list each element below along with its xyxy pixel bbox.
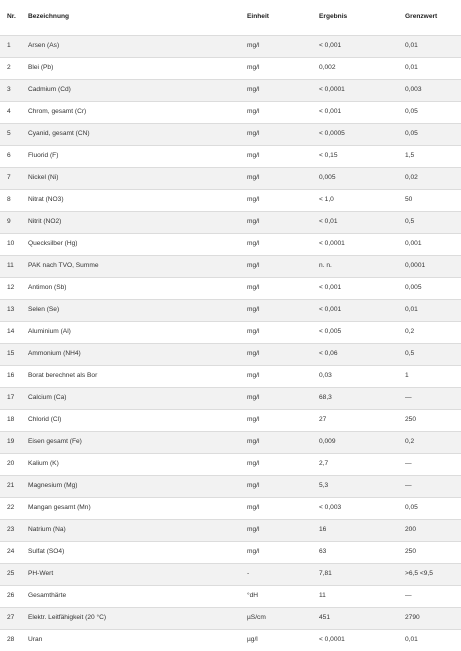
cell-ergebnis: 7,81 bbox=[319, 569, 332, 577]
cell-ergebnis: 0,03 bbox=[319, 371, 332, 379]
cell-grenzwert: 0,003 bbox=[405, 85, 422, 93]
cell-grenzwert: 0,05 bbox=[405, 503, 418, 511]
cell-einheit: mg/l bbox=[247, 415, 260, 423]
table-row bbox=[0, 167, 461, 189]
table-row bbox=[0, 519, 461, 541]
cell-nr: 20 bbox=[7, 459, 15, 467]
cell-grenzwert: 200 bbox=[405, 525, 417, 533]
cell-einheit: mg/l bbox=[247, 151, 260, 159]
cell-ergebnis: n. n. bbox=[319, 261, 332, 269]
table-row bbox=[0, 321, 461, 343]
cell-nr: 19 bbox=[7, 437, 15, 445]
cell-grenzwert: 0,01 bbox=[405, 635, 418, 643]
cell-grenzwert: 50 bbox=[405, 195, 413, 203]
cell-bezeichnung: Cadmium (Cd) bbox=[28, 85, 71, 93]
cell-bezeichnung: Uran bbox=[28, 635, 43, 643]
table-row bbox=[0, 123, 461, 145]
cell-einheit: mg/l bbox=[247, 283, 260, 291]
table-row bbox=[0, 277, 461, 299]
cell-ergebnis: < 0,0001 bbox=[319, 85, 345, 93]
cell-einheit: °dH bbox=[247, 591, 259, 599]
cell-grenzwert: 0,0001 bbox=[405, 261, 426, 269]
cell-einheit: mg/l bbox=[247, 107, 260, 115]
cell-ergebnis: < 1,0 bbox=[319, 195, 334, 203]
cell-einheit: mg/l bbox=[247, 547, 260, 555]
table-header bbox=[0, 0, 461, 35]
cell-nr: 25 bbox=[7, 569, 15, 577]
cell-nr: 2 bbox=[7, 63, 11, 71]
cell-grenzwert: — bbox=[405, 393, 412, 401]
cell-ergebnis: < 0,15 bbox=[319, 151, 338, 159]
table-row bbox=[0, 211, 461, 233]
cell-nr: 17 bbox=[7, 393, 15, 401]
cell-nr: 8 bbox=[7, 195, 11, 203]
cell-ergebnis: 0,009 bbox=[319, 437, 336, 445]
cell-nr: 21 bbox=[7, 481, 15, 489]
table-row bbox=[0, 343, 461, 365]
cell-grenzwert: 0,2 bbox=[405, 437, 415, 445]
table-row bbox=[0, 475, 461, 497]
cell-ergebnis: < 0,003 bbox=[319, 503, 342, 511]
cell-nr: 12 bbox=[7, 283, 15, 291]
cell-grenzwert: 0,5 bbox=[405, 217, 415, 225]
header-row bbox=[0, 0, 461, 35]
cell-grenzwert: 0,2 bbox=[405, 327, 415, 335]
cell-nr: 5 bbox=[7, 129, 11, 137]
cell-bezeichnung: Fluorid (F) bbox=[28, 151, 59, 159]
table-row bbox=[0, 629, 461, 651]
column-header-bezeichnung: Bezeichnung bbox=[28, 12, 70, 20]
table-row bbox=[0, 299, 461, 321]
table-row bbox=[0, 255, 461, 277]
cell-grenzwert: 0,005 bbox=[405, 283, 422, 291]
cell-bezeichnung: Eisen gesamt (Fe) bbox=[28, 437, 82, 445]
cell-nr: 13 bbox=[7, 305, 15, 313]
cell-einheit: mg/l bbox=[247, 481, 260, 489]
cell-nr: 16 bbox=[7, 371, 15, 379]
cell-bezeichnung: Chrom, gesamt (Cr) bbox=[28, 107, 87, 115]
cell-bezeichnung: Gesamthärte bbox=[28, 591, 67, 599]
cell-einheit: mg/l bbox=[247, 261, 260, 269]
cell-nr: 28 bbox=[7, 635, 15, 643]
cell-grenzwert: 0,05 bbox=[405, 107, 418, 115]
cell-nr: 26 bbox=[7, 591, 15, 599]
cell-einheit: µg/l bbox=[247, 635, 258, 643]
cell-ergebnis: 63 bbox=[319, 547, 327, 555]
cell-nr: 27 bbox=[7, 613, 15, 621]
cell-ergebnis: 451 bbox=[319, 613, 331, 621]
cell-grenzwert: — bbox=[405, 591, 412, 599]
cell-bezeichnung: Nitrat (NO3) bbox=[28, 195, 64, 203]
cell-grenzwert: 0,001 bbox=[405, 239, 422, 247]
cell-bezeichnung: Selen (Se) bbox=[28, 305, 60, 313]
cell-einheit: mg/l bbox=[247, 173, 260, 181]
cell-bezeichnung: Nickel (Ni) bbox=[28, 173, 59, 181]
table-body bbox=[0, 35, 461, 651]
cell-nr: 14 bbox=[7, 327, 15, 335]
table-row bbox=[0, 607, 461, 629]
cell-ergebnis: < 0,001 bbox=[319, 305, 342, 313]
cell-grenzwert: 250 bbox=[405, 415, 417, 423]
table-row bbox=[0, 585, 461, 607]
column-header-grenzwert: Grenzwert bbox=[405, 12, 438, 20]
cell-bezeichnung: Quecksilber (Hg) bbox=[28, 239, 78, 247]
cell-bezeichnung: Magnesium (Mg) bbox=[28, 481, 78, 489]
table-row bbox=[0, 563, 461, 585]
cell-ergebnis: 27 bbox=[319, 415, 327, 423]
cell-ergebnis: 0,005 bbox=[319, 173, 336, 181]
table-row bbox=[0, 233, 461, 255]
cell-bezeichnung: Ammonium (NH4) bbox=[28, 349, 81, 357]
cell-bezeichnung: PAK nach TVO, Summe bbox=[28, 261, 99, 269]
cell-einheit: mg/l bbox=[247, 41, 260, 49]
cell-einheit: mg/l bbox=[247, 371, 260, 379]
cell-ergebnis: 5,3 bbox=[319, 481, 329, 489]
cell-grenzwert: 1 bbox=[405, 371, 409, 379]
cell-bezeichnung: Elektr. Leitfähigkeit (20 °C) bbox=[28, 613, 107, 621]
cell-nr: 4 bbox=[7, 107, 11, 115]
cell-ergebnis: < 0,01 bbox=[319, 217, 338, 225]
cell-nr: 15 bbox=[7, 349, 15, 357]
cell-grenzwert: 0,01 bbox=[405, 305, 418, 313]
cell-ergebnis: < 0,0005 bbox=[319, 129, 345, 137]
cell-einheit: mg/l bbox=[247, 85, 260, 93]
cell-einheit: mg/l bbox=[247, 195, 260, 203]
cell-einheit: mg/l bbox=[247, 63, 260, 71]
cell-bezeichnung: Sulfat (SO4) bbox=[28, 547, 65, 555]
table-row bbox=[0, 35, 461, 57]
cell-grenzwert: 2790 bbox=[405, 613, 420, 621]
table-row bbox=[0, 387, 461, 409]
cell-bezeichnung: PH-Wert bbox=[28, 569, 54, 577]
table-row bbox=[0, 101, 461, 123]
cell-einheit: - bbox=[247, 569, 250, 577]
cell-bezeichnung: Cyanid, gesamt (CN) bbox=[28, 129, 90, 137]
cell-einheit: mg/l bbox=[247, 393, 260, 401]
table-row bbox=[0, 57, 461, 79]
table-row bbox=[0, 497, 461, 519]
cell-grenzwert: 0,05 bbox=[405, 129, 418, 137]
cell-ergebnis: < 0,001 bbox=[319, 41, 342, 49]
cell-bezeichnung: Kalium (K) bbox=[28, 459, 59, 467]
cell-bezeichnung: Arsen (As) bbox=[28, 41, 60, 49]
cell-einheit: mg/l bbox=[247, 525, 260, 533]
cell-ergebnis: < 0,005 bbox=[319, 327, 342, 335]
table-row bbox=[0, 79, 461, 101]
cell-bezeichnung: Blei (Pb) bbox=[28, 63, 54, 71]
cell-bezeichnung: Antimon (Sb) bbox=[28, 283, 67, 291]
column-header-nr: Nr. bbox=[7, 12, 16, 20]
column-header-einheit: Einheit bbox=[247, 12, 269, 20]
cell-bezeichnung: Chlorid (Cl) bbox=[28, 415, 62, 423]
table-row bbox=[0, 189, 461, 211]
cell-nr: 18 bbox=[7, 415, 15, 423]
table-row bbox=[0, 365, 461, 387]
cell-einheit: mg/l bbox=[247, 239, 260, 247]
cell-bezeichnung: Calcium (Ca) bbox=[28, 393, 67, 401]
cell-einheit: mg/l bbox=[247, 349, 260, 357]
cell-bezeichnung: Nitrit (NO2) bbox=[28, 217, 62, 225]
cell-nr: 3 bbox=[7, 85, 11, 93]
cell-nr: 7 bbox=[7, 173, 11, 181]
table-row bbox=[0, 145, 461, 167]
cell-grenzwert: 250 bbox=[405, 547, 417, 555]
cell-grenzwert: — bbox=[405, 459, 412, 467]
cell-ergebnis: < 0,06 bbox=[319, 349, 338, 357]
cell-ergebnis: < 0,0001 bbox=[319, 239, 345, 247]
table-row bbox=[0, 431, 461, 453]
cell-ergebnis: 16 bbox=[319, 525, 327, 533]
cell-grenzwert: 0,02 bbox=[405, 173, 418, 181]
cell-einheit: µS/cm bbox=[247, 613, 266, 621]
cell-einheit: mg/l bbox=[247, 503, 260, 511]
cell-einheit: mg/l bbox=[247, 459, 260, 467]
cell-ergebnis: 11 bbox=[319, 591, 326, 599]
table-row bbox=[0, 541, 461, 563]
cell-nr: 6 bbox=[7, 151, 11, 159]
cell-ergebnis: 2,7 bbox=[319, 459, 329, 467]
cell-bezeichnung: Aluminium (Al) bbox=[28, 327, 71, 335]
cell-grenzwert: >6,5 <9,5 bbox=[405, 569, 433, 577]
cell-einheit: mg/l bbox=[247, 437, 260, 445]
cell-grenzwert: 0,01 bbox=[405, 63, 418, 71]
cell-grenzwert: 0,5 bbox=[405, 349, 415, 357]
column-header-ergebnis: Ergebnis bbox=[319, 12, 348, 20]
cell-grenzwert: 1,5 bbox=[405, 151, 415, 159]
cell-ergebnis: 0,002 bbox=[319, 63, 336, 71]
cell-ergebnis: 68,3 bbox=[319, 393, 332, 401]
cell-nr: 22 bbox=[7, 503, 15, 511]
cell-bezeichnung: Natrium (Na) bbox=[28, 525, 66, 533]
cell-nr: 1 bbox=[7, 41, 11, 49]
cell-ergebnis: < 0,001 bbox=[319, 283, 342, 291]
cell-nr: 9 bbox=[7, 217, 11, 225]
cell-nr: 11 bbox=[7, 261, 14, 269]
cell-einheit: mg/l bbox=[247, 217, 260, 225]
cell-ergebnis: < 0,0001 bbox=[319, 635, 345, 643]
cell-grenzwert: — bbox=[405, 481, 412, 489]
cell-nr: 24 bbox=[7, 547, 15, 555]
cell-einheit: mg/l bbox=[247, 305, 260, 313]
cell-ergebnis: < 0,001 bbox=[319, 107, 342, 115]
table-row bbox=[0, 453, 461, 475]
table-row bbox=[0, 409, 461, 431]
cell-bezeichnung: Mangan gesamt (Mn) bbox=[28, 503, 91, 511]
cell-nr: 23 bbox=[7, 525, 15, 533]
cell-einheit: mg/l bbox=[247, 327, 260, 335]
cell-bezeichnung: Borat berechnet als Bor bbox=[28, 371, 98, 379]
cell-einheit: mg/l bbox=[247, 129, 260, 137]
cell-grenzwert: 0,01 bbox=[405, 41, 418, 49]
cell-nr: 10 bbox=[7, 239, 15, 247]
